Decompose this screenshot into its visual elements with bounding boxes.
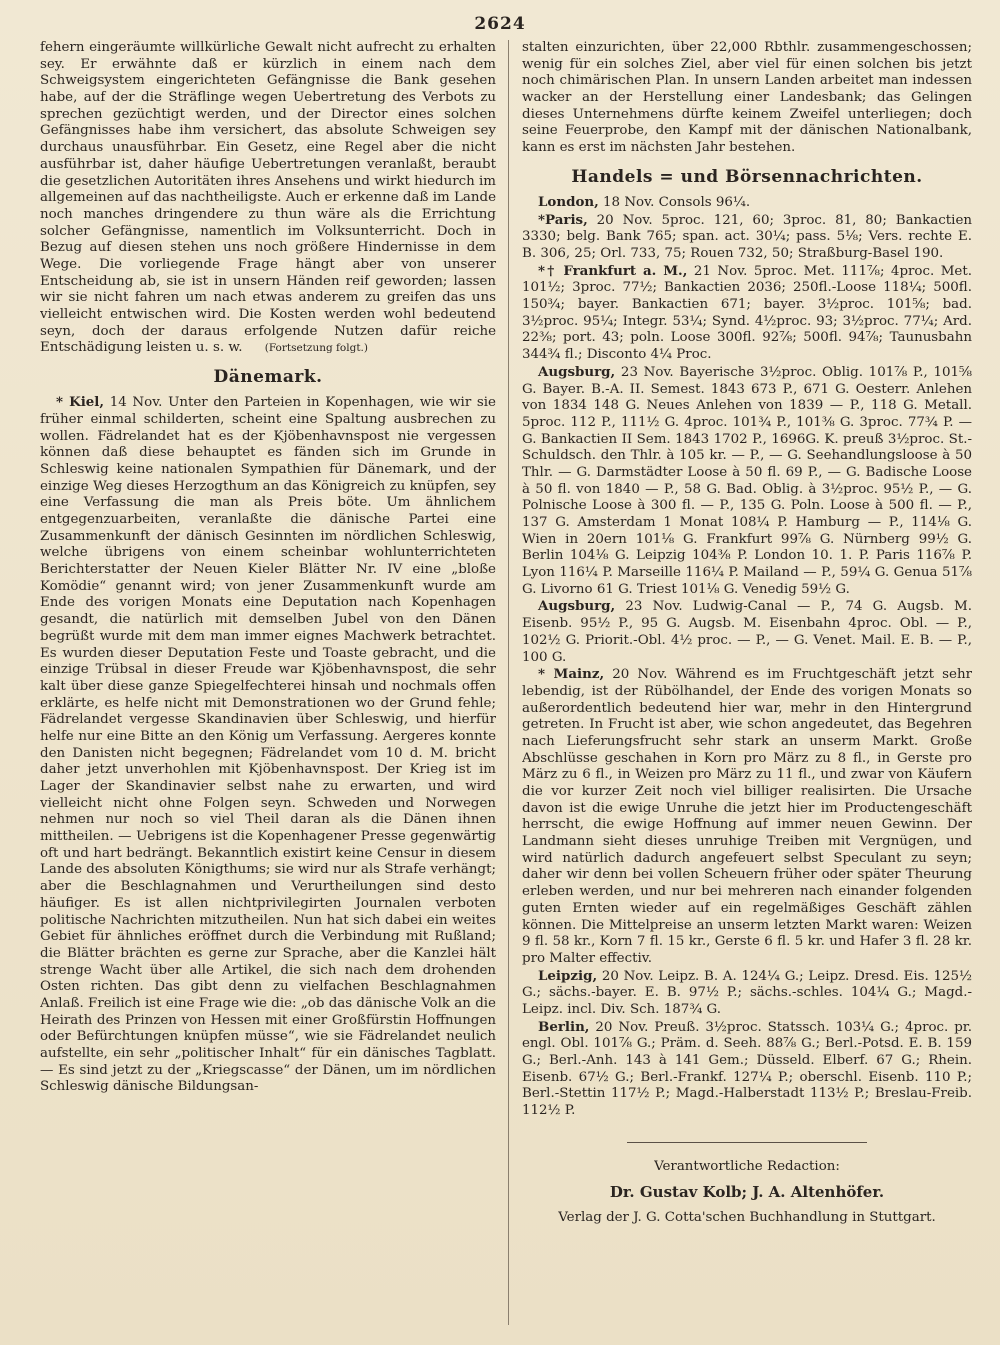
column-divider [508,40,509,1325]
imprint-editors: Dr. Gustav Kolb; J. A. Altenhöfer. [609,1183,885,1202]
left-column [40,40,496,1325]
market-entry [522,194,972,212]
imprint-label: Verantwortliche Redaction: [654,1158,840,1174]
section-heading-trade: Handels = und Börsennachrichten. [571,166,923,187]
market-entry [522,598,972,666]
market-text: 21 Nov. 5proc. Met. 111⅞; 4proc. Met. 101½; 3proc. 77½; Bankactien 2036; 250fl.-Loose 118¼; 500fl. 150¾; bayer. Bankactien 671; bayer. 3½proc. 101⅝; bad. 3½proc. 95¼; Integr. 53¼; Synd. 4½proc. 93; 3½proc. 77¼; Ard. 22⅜; port. 43; poln. Loose 300fl. 92⅞; 500fl. 94⅞; Taunusbahn 344¾ fl.; Disconto 4¼ Proc. [522,263,972,363]
market-entry [522,968,972,1019]
market-text: 23 Nov. Ludwig-Canal — P., 74 G. Augsb. M. Eisenb. 95½ P., 95 G. Augsb. M. Eisenbahn 4proc. Obl. — P., 102½ G. Priorit.-Obl. 4½ proc. — P., — G. Venet. Mail. E. B. — P., 100 G. [522,599,972,665]
continued-paragraph [40,40,496,357]
continuation-note: (Fortsetzung folgt.) [264,342,368,355]
market-place: Berlin, [538,1018,590,1035]
market-text: 20 Nov. Leipz. B. A. 124¼ G.; Leipz. Dresd. Eis. 125½ G.; sächs.-bayer. E. B. 97½ P.; sächs.-schles. 104¼ G.; Magd.-Leipz. incl. Div. Sch. 187¾ G. [522,968,972,1017]
market-place: Augsburg, [538,363,616,380]
market-text: 18 Nov. Consols 96¼. [598,194,751,210]
market-text: 20 Nov. Während es im Fruchtgeschäft jetzt sehr lebendig, ist der Rübölhandel, der Ende des vorigen Monats so außerordentlich bedeutend hier war, mehr in den Hintergrund getreten. In Frucht ist aber, wie schon angedeutet, das Begehren nach Lieferungsfrucht sehr stark an unserm Markt. Große Abschlüsse geschahen in Korn pro März zu 8 fl., in Gerste pro März zu 6 fl., in Weizen pro März zu 11 fl., und zwar von Käufern die vor kurzer Zeit noch viel billiger realisirten. Die Ursache davon ist die ewige Unruhe die jetzt hier im Productengeschäft herrscht, die ewige Hoffnung auf immer neuen Gewinn. Der Landmann sieht dieses unruhige Treiben mit Vergnügen, und wird natürlich dadurch angefeuert selbst Speculant zu seyn; daher wir denn bei vollen Scheuern früher oder später Theurung erleben werden, und nur bei mehreren nach einander folgenden guten Ernten wieder auf ein regelmäßiges Geschäft zählen können. Die Mittelpreise an unserm letzten Markt waren: Weizen 9 fl. 58 kr., Korn 7 fl. 15 kr., Gerste 6 fl. 5 kr. und Hafer 3 fl. 28 kr. pro Malter effectiv. [522,667,972,966]
continued-paragraph: stalten einzurichten, über 22,000 Rbthlr. zusammengeschossen; wenig für ein solches Ziel, aber viel für einen solchen bis jetzt noch chimärischen Plan. In unsern Landen arbeitet man indessen wacker an der Herstellung einer Landesbank; das Gelingen dieses Unternehmens dürfte keinem Zweifel unterliegen; doch seine Feuerprobe, den Kampf mit der dänischen Nationalbank, kann es erst im nächsten Jahr bestehen. [522,40,972,156]
market-place: Leipzig, [538,967,598,984]
page-number: 2624 [474,14,526,34]
market-text: 23 Nov. Bayerische 3½proc. Oblig. 101⅞ P., 101⅝ G. Bayer. B.-A. II. Semest. 1843 673 P., 671 G. Oesterr. Anlehen von 1834 148 G. Neues Anlehen von 1839 — P., 118 G. Metall. 5proc. 112 P., 111½ G. 4proc. 101¾ P., 101⅜ G. 3proc. 77¾ P. — G. Bankactien II Sem. 1843 1702 P., 1696G. K. preuß 3½proc. St.-Schuldsch. den Thlr. à 105 kr. — P., — G. Seehandlungsloose à 50 Thlr. — G. Darmstädter Loose à 50 fl. 69 P., — G. Badische Loose à 50 fl. von 1840 — P., 58 G. Bad. Oblig. à 3½proc. 95½ P., — G. Polnische Loose à 300 fl. — P., 135 G. Poln. Loose à 500 fl. — P., 137 G. Amsterdam 1 Monat 108¼ P. Hamburg — P., 114⅛ G. Wien in 20ern 101⅛ G. Frankfurt 99⅞ G. Nürnberg 99½ G. Berlin 104⅛ G. Leipzig 104⅜ P. London 10. 1. P. Paris 116⅞ P. Lyon 116¼ P. Marseille 116¼ P. Mailand — P., 59¼ G. Genua 51⅞ G. Livorno 61 G. Triest 101⅛ G. Venedig 59½ G. [522,364,972,597]
section-heading-denmark: Dänemark. [213,367,323,388]
market-text: 20 Nov. Preuß. 3½proc. Statssch. 103¼ G.; 4proc. pr. engl. Obl. 101⅞ G.; Präm. d. Seeh. 88⅞ G.; Berl.-Potsd. E. B. 159 G.; Berl.-Anh. 143 à 141 Gem.; Düsseld. Elberf. 67 G.; Rhein. Eisenb. 67½ G.; Berl.-Frankf. 127¼ P.; oberschl. Eisenb. 110 P.; Berl.-Stettin 117½ P.; Magd.-Halberstadt 113½ P.; Breslau-Freib. 112½ P. [522,1019,972,1119]
market-place: London, [538,193,599,210]
kiel-article [40,394,496,1096]
imprint-publisher: Verlag der J. G. Cotta'schen Buchhandlung in Stuttgart. [558,1210,936,1226]
market-place: Augsburg, [538,598,616,615]
market-place: * Mainz, [538,666,605,683]
imprint-divider [627,1142,867,1143]
market-place: *Paris, [538,211,588,228]
market-text: 20 Nov. 5proc. 121, 60; 3proc. 81, 80; Bankactien 3330; belg. Bank 765; span. act. 30¼; pass. 5⅛; Vers. rechte E. B. 306, 25; Orl. 733, 75; Rouen 732, 50; Straßburg-Basel 190. [522,212,972,262]
right-column [522,40,972,1325]
market-entry [522,1019,972,1120]
market-reports [522,194,972,1120]
market-place: *† Frankfurt a. M., [538,262,688,279]
market-entry [522,666,972,967]
dateline-place: * Kiel, [56,394,105,411]
continued-text: fehern eingeräumte willkürliche Gewalt nicht aufrecht zu erhalten sey. Er erwähnte daß er kürzlich in einem nach dem Schweigsystem eingerichteten Gefängnisse die Bank gesehen habe, auf der die Sträflinge wegen Uebertretung des Verbots zu sprechen gezüchtigt werden, und der Director eines solchen Gefängnisses habe ihm versichert, das absolute Schweigen sey durchaus unausführbar. Ein Gesetz, eine Regel aber die nicht ausführbar ist, daher häufige Uebertretungen veranlaßt, beraubt die gesetzlichen Autoritäten ihres Ansehens und wirkt hiedurch im allgemeinen auf das nachtheiligste. Auch er erkenne daß im Lande noch manches dringendere zu thun wäre als die Errichtung solcher Gefängnisse, namentlich im Volksunterricht. Doch in Bezug auf diesen stehen uns noch größere Hindernisse in dem Wege. Die vorliegende Frage hängt aber von unserer Entscheidung ab, sie ist in unsern Händen reif geworden; lassen wir sie nicht fahren um nach etwas anderem zu greifen das uns vielleicht entwischen wird. Die Kosten werden wohl bedeutend seyn, doch der daraus erfolgende Nutzen dafür reiche Entschädigung leisten u. s. w. [40,40,496,356]
market-entry [522,263,972,364]
market-entry [522,212,972,263]
market-entry [522,364,972,599]
article-text: 14 Nov. Unter den Parteien in Kopenhagen, wie wir sie früher einmal schilderten, scheint eine Spaltung ausbrechen zu wollen. Fädrelandet hat es der Kjöbenhavnspost nie vergessen können daß diese behauptet es fänden sich im Grunde in Schleswig keine nationalen Sympathien für Dänemark, und der einzige Weg dieses Herzogthum an das Königreich zu knüpfen, sey eine Verfassung die man als Preis böte. Um ähnlichem entgegenzuarbeiten, veranlaßte die dänische Partei eine Zusammenkunft der dänisch Gesinnten im nördlichen Schleswig, welche übrigens von einem scheinbar wohlunterrichteten Berichterstatter der Neuen Kieler Blätter Nr. IV eine „bloße Komödie“ genannt wird; von jener Zusammenkunft wurde am Ende des vorigen Monats eine Deputation nach Kopenhagen gesandt, die natürlich mit demselben Jubel von den Dänen begrüßt wurde mit dem man immer eignes Machwerk betrachtet. Es wurden dieser Deputation Feste und Toaste gebracht, und die einzige Trübsal in dieser Freude war Kjöbenhavnspost, die sehr kalt über diese ganze Spiegelfechterei hinsah und nochmals offen erklärte, es helfe nicht mit Demonstrationen wo der Grund fehle; Fädrelandet vergesse Skandinavien über Schleswig, und hierfür helfe nur eine Bitte an den König um Verfassung. Aergeres konnte den Danisten nicht begegnen; Fädrelandet vom 10 d. M. bricht daher jetzt unverhohlen mit Kjöbenhavnspost. Der Krieg ist im Lager der Skandinavier selbst nahe zu erwarten, und wird vielleicht nicht ohne Folgen seyn. Schweden und Norwegen nehmen nur noch so viel Theil daran als die Dänen ihnen mittheilen. — Uebrigens ist die Kopenhagener Presse gegenwärtig oft und hart bedrängt. Bekanntlich existirt keine Censur in diesem Lande des absoluten Königthums; sie wird nur als Strafe verhängt; aber die Beschlagnahmen und Verurtheilungen sind desto häufiger. Es ist allen nichtprivilegirten Journalen verboten politische Nachrichten mitzutheilen. Nun hat sich dabei ein weites Gebiet für ähnliches eröffnet durch die Verbindung mit Rußland; die Blätter brächten es gerne zur Sprache, aber die Kanzlei hält strenge Wacht über alle Artikel, die sich nach dem drohenden Osten richten. Das gibt denn zu vielfachen Beschlagnahmen Anlaß. Freilich ist eine Frage wie die: „ob das dänische Volk an die Heirath des Prinzen von Hessen mit einer Großfürstin Hoffnungen oder Befürchtungen knüpfen müsse“, wie sie Fädrelandet neulich aufstellte, ein sehr „politischer Inhalt“ für ein dänisches Tagblatt. — Es sind jetzt zu der „Kriegscasse“ der Dänen, um im nördlichen Schleswig dänische Bildungsan- [40,395,496,1095]
